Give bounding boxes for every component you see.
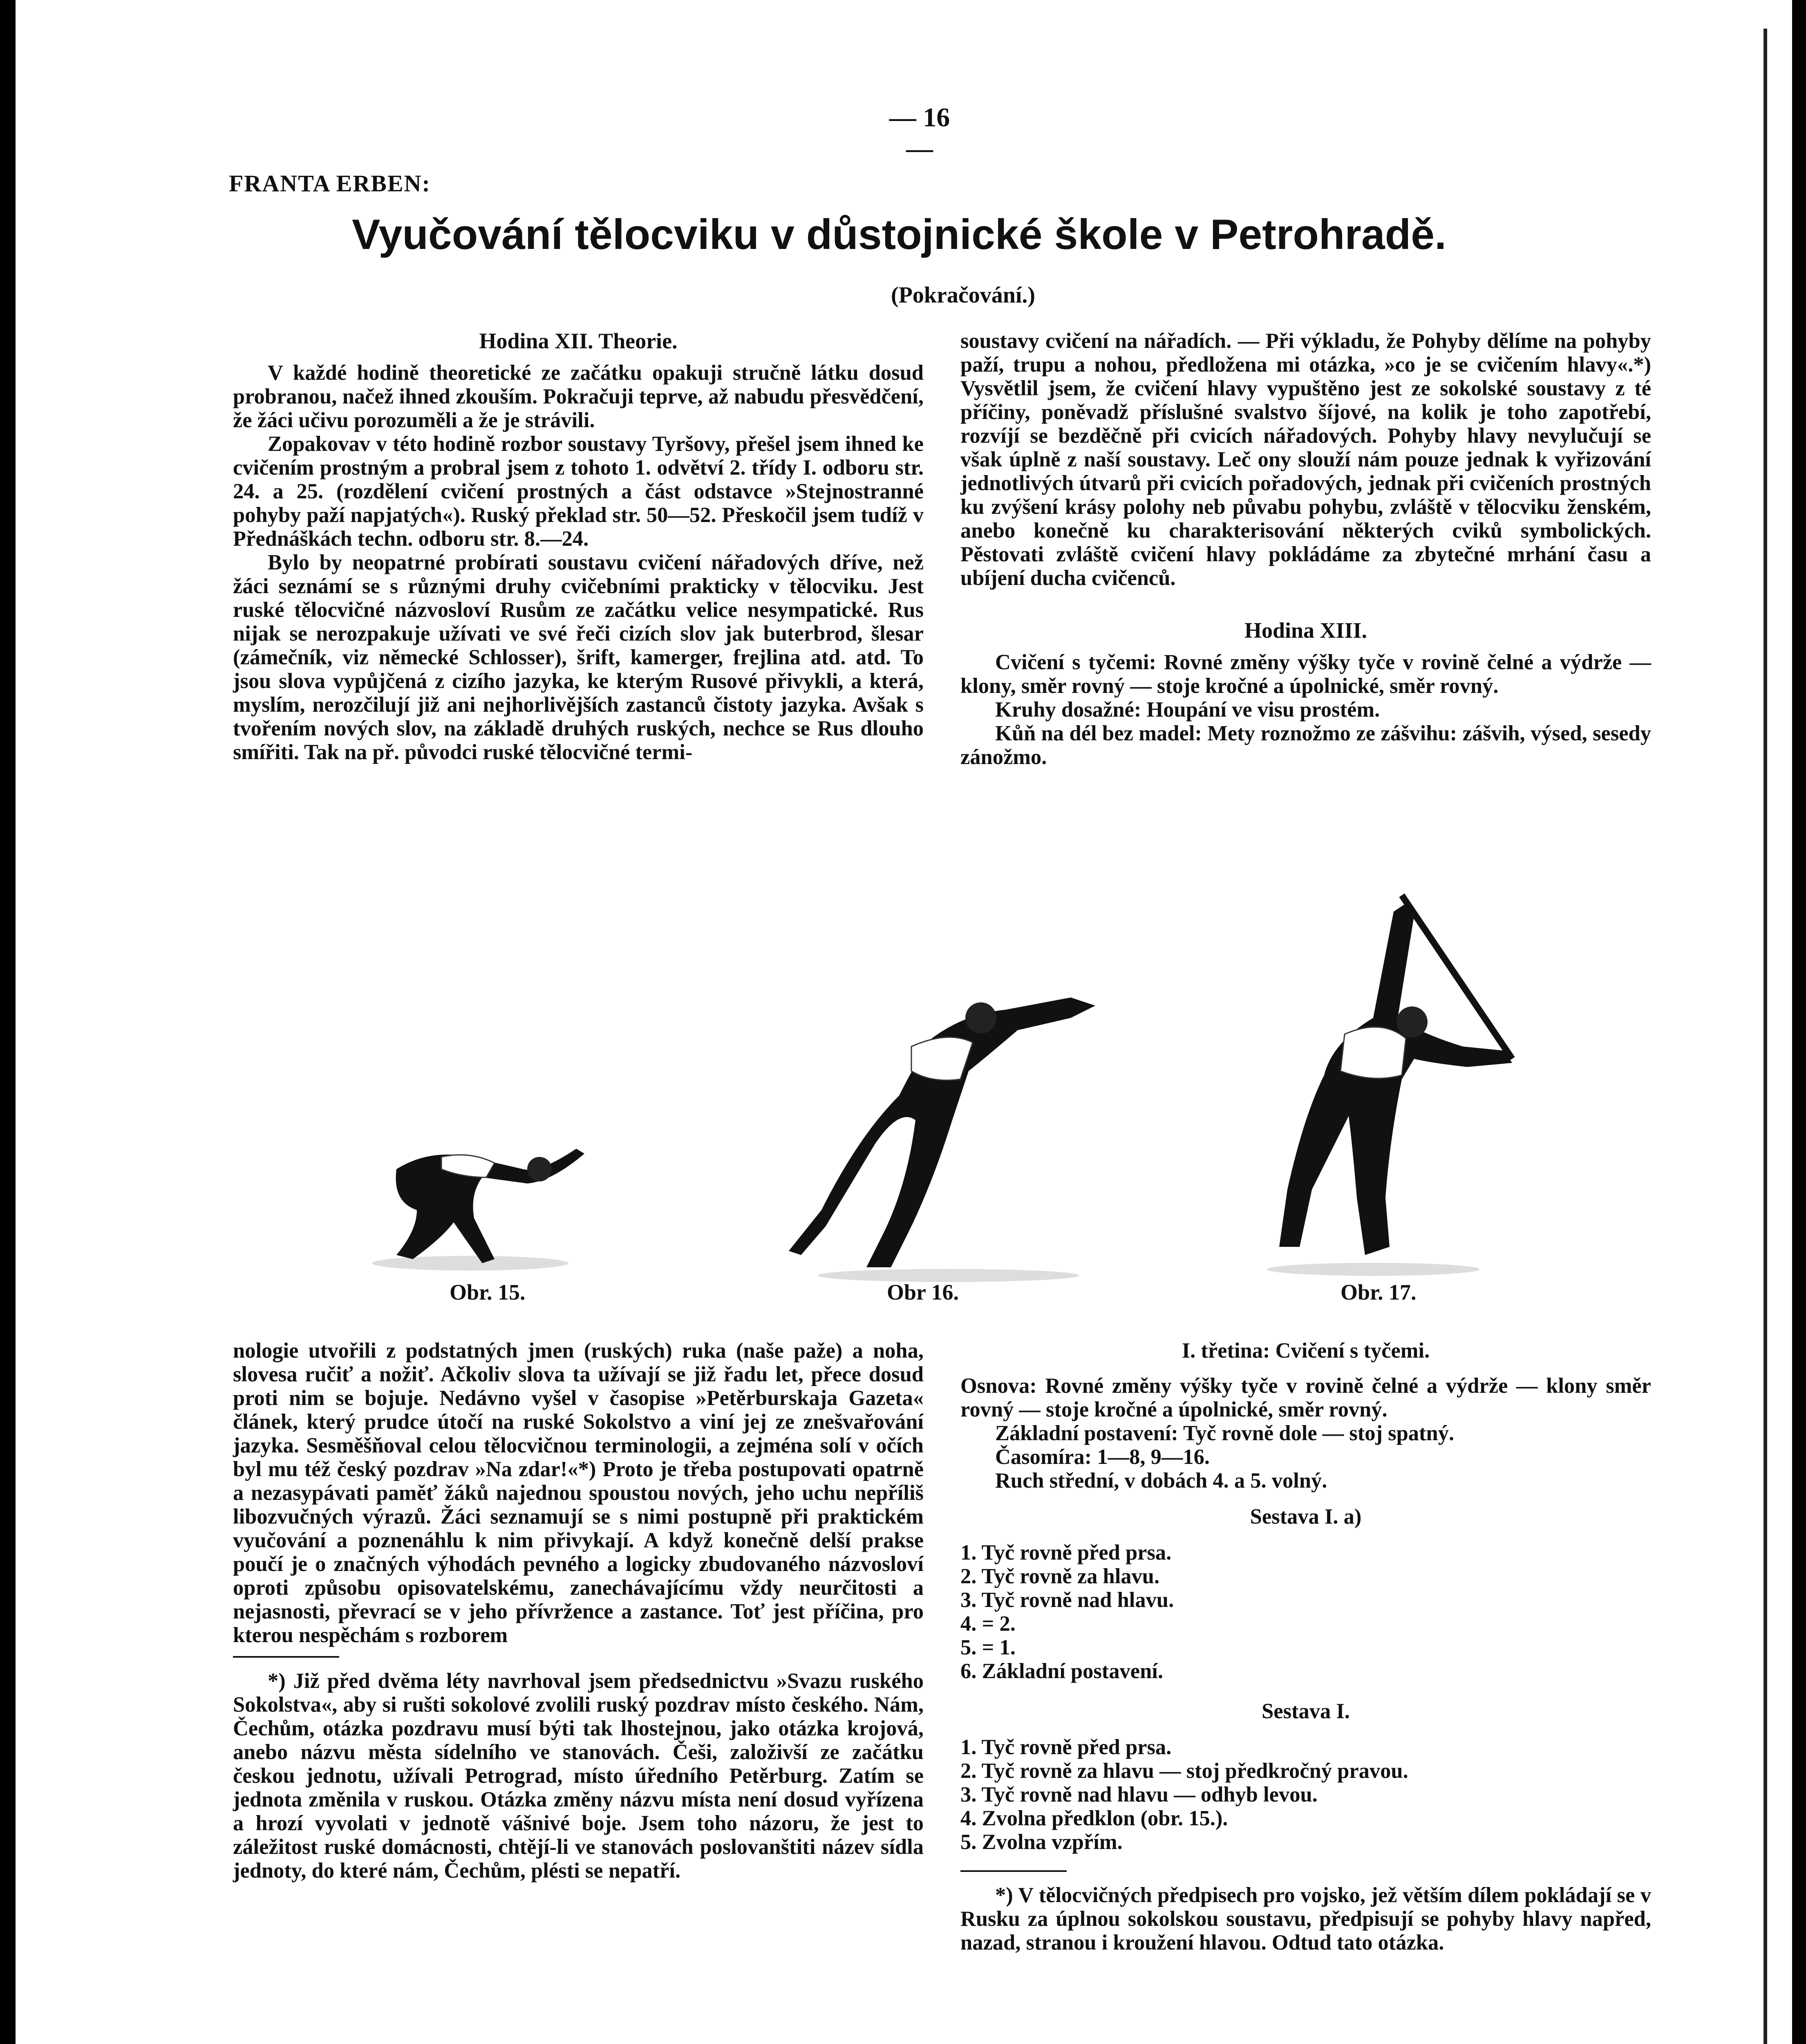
list-item: 4. = 2. — [960, 1612, 1016, 1636]
list-item: 3. Tyč rovně nad hlavu — odhyb levou. — [960, 1783, 1318, 1806]
list-item: 1. Tyč rovně před prsa. — [960, 1735, 1172, 1759]
basic-position: Základní postavení: Tyč rovně dole — stoj spatný. — [995, 1421, 1455, 1445]
figure-16-caption: Obr 16. — [887, 1280, 959, 1304]
column-left-top — [233, 329, 924, 764]
column-right-bottom — [960, 1339, 1651, 1954]
list-item: 2. Tyč rovně za hlavu. — [960, 1564, 1160, 1588]
page-number: — 16 — — [889, 103, 950, 164]
footnote: *) Již před dvěma léty navrhoval jsem předsednictvu »Svazu ruského Sokolstva«, aby si rušti sokolové zvolili ruský pozdrav místo českého. Nám, Čechům, otázka pozdravu musí býti tak lhostejnou, jako otázka krojová, anebo názvu města sídelního ve stanovách. Češi, založivší ze začátku českou jednotu, užívali Petrograd, místo úředního Petěrburg. Zatím se jednota změnila v ruskou. Otázka změny názvu místa není dosud vyřízena a hrozí vyvolati v jednotě vášnivé boje. Jsem toho názoru, že jest to záležitost ruské domácnosti, chtějí-li ve stanovách poslovanštiti název sídla jednoty, do které nám, Čechům, plésti se nepatří. — [233, 1669, 924, 1883]
figure-17-illustration — [1251, 887, 1545, 1280]
list-item: 5. = 1. — [960, 1636, 1016, 1659]
author: FRANTA ERBEN: — [229, 170, 431, 197]
scan-border-right — [1792, 0, 1806, 2044]
column-left-bottom — [233, 1339, 924, 1883]
list-item: 4. Zvolna předklon (obr. 15.). — [960, 1806, 1228, 1830]
list-item: 6. Základní postavení. — [960, 1659, 1163, 1683]
sestava-list — [960, 1735, 1651, 1854]
osnova-text: Osnova: Rovné změny výšky tyče v rovině čelné a výdrže — klony směr rovný — stoje kročné a úpolnické, směr rovný. — [960, 1374, 1651, 1421]
column-right-top — [960, 329, 1651, 769]
figure-15-illustration — [347, 1047, 601, 1275]
paragraph: Cvičení s tyčemi: Rovné změny výšky tyče v rovině čelné a výdrže — klony, směr rovný — stoje kročné a úpolnické, směr rovný. — [960, 650, 1651, 698]
footnote: *) V tělocvičných předpisech pro vojsko, jež větším dílem pokládají se v Rusku za úplnou sokolskou soustavu, předpisují se pohyby hlavy napřed, nazad, stranou i kroužení hlavou. Odtud tato otázka. — [960, 1883, 1651, 1954]
scan-border-rule — [1763, 29, 1767, 2044]
paragraph: Kruhy dosažné: Houpání ve visu prostém. — [995, 698, 1380, 722]
article-subtitle: (Pokračování.) — [891, 282, 1036, 308]
list-item: 2. Tyč rovně za hlavu — stoj předkročný pravou. — [960, 1759, 1408, 1783]
paragraph: Bylo by neopatrné probírati soustavu cvičení nářadových dříve, než žáci seznámí se s různými druhy cvičebními prakticky v tělocviku. Jest ruské tělocvičné názvosloví Rusům ze začátku velice nesympatické. Rus nijak se nerozpakuje užívati ve své řeči cizích slov jak buterbrod, šlesar (zámečník, viz německé Schlosser), šrift, kamerger, frejlina atd. atd. To jsou slova vypůjčená z cizího jazyka, ke kterým Rusové přivykli, a která, myslím, nerozčilují již ani nejhorlivějších zastanců čistoty jazyka. Avšak s tvořením nových slov, na základě druhých ruských, nechce se Rus dlouho smířiti. Tak na př. původci ruské tělocvičné termi- — [233, 551, 924, 764]
paragraph: nologie utvořili z podstatných jmen (ruských) ruka (naše paže) a noha, slovesa ručiť a nožiť. Ačkoliv slova ta užívají se již řadu let, přece dosud proti nim se bojuje. Nedávno vyšel v časopise »Petěrburskaja Gazeta« článek, který prudce útočí na ruské Sokolstvo a viní jej ze znešvařování jazyka. Sesměšňoval celou tělocvičnou terminologii, a zejména solí v očích byl mu též český pozdrav »Na zdar!«*) Proto je třeba postupovati opatrně a nezasypávati paměť žáků najednou spoustou nových, jeho uchu nepříliš libozvučných výrazů. Žáci seznamují se s nimi postupně při praktickém vyučování a poznenáhlu k nim přivykají. A když konečně delší prakse poučí je o značných výhodách pevného a logicky zbudovaného názvosloví oproti způsobu opisovatelskému, zanechávajícímu vždy neurčitosti a nejasnosti, převrací se v jeho přívržence a zastance. Toť jest příčina, pro kterou nespěchám s rozborem — [233, 1339, 924, 1647]
list-item: 5. Zvolna vzpřím. — [960, 1830, 1123, 1854]
paragraph: Zopakovav v této hodině rozbor soustavy Tyršovy, přešel jsem ihned ke cvičením prostným a probral jsem z tohoto 1. odvětví 2. třídy I. odboru str. 24. a 25. (rozdělení cvičení prostných a část odstavce »Stejnostranné pohyby paží napjatých«). Ruský překlad str. 50—52. Přeskočil jsem tudíž v Přednáškách techn. odboru str. 8.—24. — [233, 432, 924, 551]
list-item: 1. Tyč rovně před prsa. — [960, 1541, 1172, 1564]
paragraph: V každé hodině theoretické ze začátku opakuji stručně látku dosud probranou, načež ihned zkouším. Pokračuji teprve, až nabudu přesvědčení, že žáci učivu porozuměli a že je strávili. — [233, 361, 924, 432]
timing: Časomíra: 1—8, 9—16. — [995, 1445, 1210, 1469]
figure-17-caption: Obr. 17. — [1341, 1280, 1417, 1304]
scan-border-left — [0, 0, 16, 2044]
list-item: 3. Tyč rovně nad hlavu. — [960, 1588, 1174, 1612]
sestava-title: Sestava I. — [1262, 1699, 1350, 1723]
figure-16-illustration — [777, 973, 1144, 1284]
figure-15-caption: Obr. 15. — [450, 1280, 526, 1304]
section-heading: Hodina XIII. — [1244, 618, 1367, 643]
footnote-divider — [233, 1656, 339, 1658]
section-heading: Hodina XII. Theorie. — [479, 329, 678, 353]
section-title: I. třetina: Cvičení s tyčemi. — [1182, 1339, 1430, 1363]
paragraph: soustavy cvičení na nářadích. — Při výkladu, že Pohyby dělíme na pohyby paží, trupu a nohou, předložena mi otázka, »co je se cvičením hlavy«.*) Vysvětlil jsem, že cvičení hlavy vypuštěno jest ze sokolské soustavy z té příčiny, poněvadž příslušné svalstvo šíjové, na kolik je toho zapotřebí, rozvíjí se bezděčně při cvicích nářadových. Pohyby hlavy nevylučují se však úplně z naší soustavy. Leč ony slouží nám pouze jednak k vyřizování jednotlivých útvarů při cvicích pořadových, jednak při cvičeních prostných ku zvýšení krásy polohy neb půvabu pohybu, zvláště v tělocviku ženském, anebo konečně ku charakterisování některých cviků symbolických. Pěstovati zvláště cvičení hlavy pokládáme za zbytečné mrhání času a ubíjení ducha cvičenců. — [960, 329, 1651, 590]
paragraph: Kůň na dél bez madel: Mety roznožmo ze zášvihu: zášvih, výsed, sesedy zánožmo. — [960, 722, 1651, 769]
sestava-a-title: Sestava I. a) — [1250, 1505, 1362, 1529]
tempo: Ruch střední, v dobách 4. a 5. volný. — [995, 1469, 1327, 1493]
article-title: Vyučování tělocviku v důstojnické škole v Petrohradě. — [352, 211, 1446, 258]
footnote-divider — [960, 1870, 1067, 1872]
sestava-a-list — [960, 1541, 1651, 1683]
